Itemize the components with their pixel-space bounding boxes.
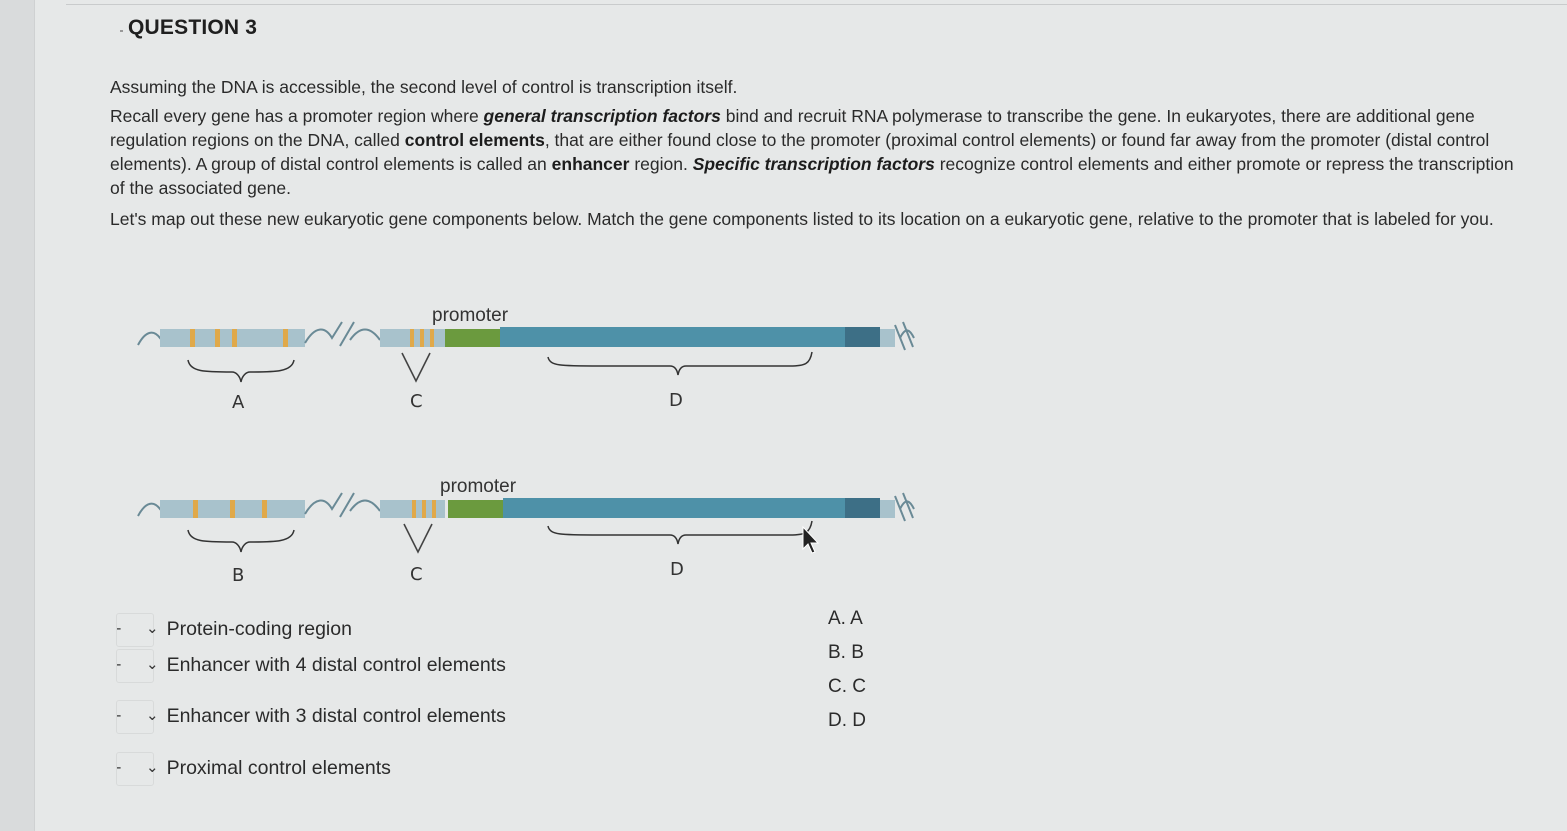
gene-top: [138, 305, 914, 413]
control-element: [193, 500, 198, 518]
control-element: [420, 329, 424, 347]
answer-option-a: A. A: [828, 608, 863, 629]
label-c: C: [410, 391, 423, 412]
selected-answer: -: [116, 707, 122, 724]
coding-region: [503, 498, 845, 518]
match-item-label: Protein-coding region: [166, 617, 352, 640]
dna-break-mark: [895, 493, 914, 521]
term-control-elements: control elements: [404, 130, 545, 150]
pointer-c: [402, 353, 430, 381]
control-element: [190, 329, 195, 347]
gene-end: [845, 498, 880, 518]
dna-break-mark: [305, 322, 380, 346]
intro-paragraph: Assuming the DNA is accessible, the second level of control is transcription itself.: [110, 77, 738, 97]
text-run: region.: [629, 154, 693, 174]
selected-answer: -: [116, 620, 122, 637]
answer-select[interactable]: [130, 703, 512, 730]
term-enhancer: enhancer: [551, 154, 630, 174]
dna-segment-end: [880, 329, 895, 347]
label-c: C: [410, 564, 423, 585]
control-element: [215, 329, 220, 347]
gene-end: [845, 327, 880, 347]
answer-select[interactable]: [130, 652, 512, 679]
promoter-label: promoter: [440, 476, 517, 497]
dna-break-mark: [895, 322, 914, 350]
selected-answer: -: [116, 656, 122, 673]
selected-answer: -: [116, 759, 122, 776]
answer-option-d: D. D: [828, 710, 866, 731]
chevron-down-icon: ⌄: [146, 707, 159, 724]
text-run: bind and recruit RNA polymerase to transcribe the gene. In eukaryotes, there are additional gene regulation regions on the DNA, called: [110, 106, 1475, 150]
term-specific-tf: Specific transcription factors: [692, 154, 935, 174]
dna-segment-end: [880, 500, 895, 518]
label-d: D: [669, 390, 683, 411]
promoter-label: promoter: [432, 305, 509, 326]
control-element: [422, 500, 426, 518]
instruction-paragraph: Let's map out these new eukaryotic gene components below. Match the gene components listed to its location on a eukaryotic gene, relative to the promoter that is labeled for you.: [110, 209, 1494, 229]
promoter-region: [448, 500, 503, 518]
answer-select[interactable]: [130, 755, 397, 782]
mouse-cursor-icon: [803, 527, 818, 553]
text-run: recognize control elements and either promote or repress the transcription of the associated gene.: [110, 154, 1514, 198]
dna-break-mark: [305, 493, 380, 517]
control-element: [232, 329, 237, 347]
gene-bottom: [138, 476, 914, 586]
label-d: D: [670, 559, 684, 580]
match-item-label: Enhancer with 4 distal control elements: [166, 653, 506, 676]
label-a: A: [232, 392, 245, 413]
answer-option-b: B. B: [828, 642, 864, 663]
chevron-down-icon: ⌄: [146, 620, 159, 637]
match-item-label: Proximal control elements: [166, 756, 391, 779]
question-title: QUESTION 3: [128, 16, 258, 39]
bracket-d: [548, 521, 812, 544]
label-b: B: [232, 565, 245, 586]
control-element: [230, 500, 235, 518]
control-element: [283, 329, 288, 347]
control-element: [262, 500, 267, 518]
chevron-down-icon: ⌄: [146, 759, 159, 776]
answer-option-c: C. C: [828, 676, 866, 697]
coding-region: [500, 327, 845, 347]
text-run: , that are either found close to the promoter (proximal control elements) or found far away from the promoter (distal control elements). A group of distal control elements is called an: [110, 130, 1490, 174]
match-item-label: Enhancer with 3 distal control elements: [166, 704, 506, 727]
control-element: [410, 329, 414, 347]
bracket-b: [188, 530, 294, 552]
text-run: Recall every gene has a promoter region where: [110, 106, 484, 126]
promoter-region: [445, 329, 500, 347]
match-row: [116, 614, 358, 644]
control-element: [432, 500, 436, 518]
chevron-down-icon: ⌄: [146, 656, 159, 673]
match-row: [116, 650, 512, 680]
control-element: [412, 500, 416, 518]
answer-select[interactable]: [130, 616, 358, 643]
match-row: [116, 753, 397, 783]
match-row: [116, 701, 512, 731]
bracket-d: [548, 352, 812, 375]
bracket-a: [188, 360, 294, 382]
pointer-c: [404, 524, 432, 552]
term-general-tf: general transcription factors: [483, 106, 721, 126]
control-element: [430, 329, 434, 347]
